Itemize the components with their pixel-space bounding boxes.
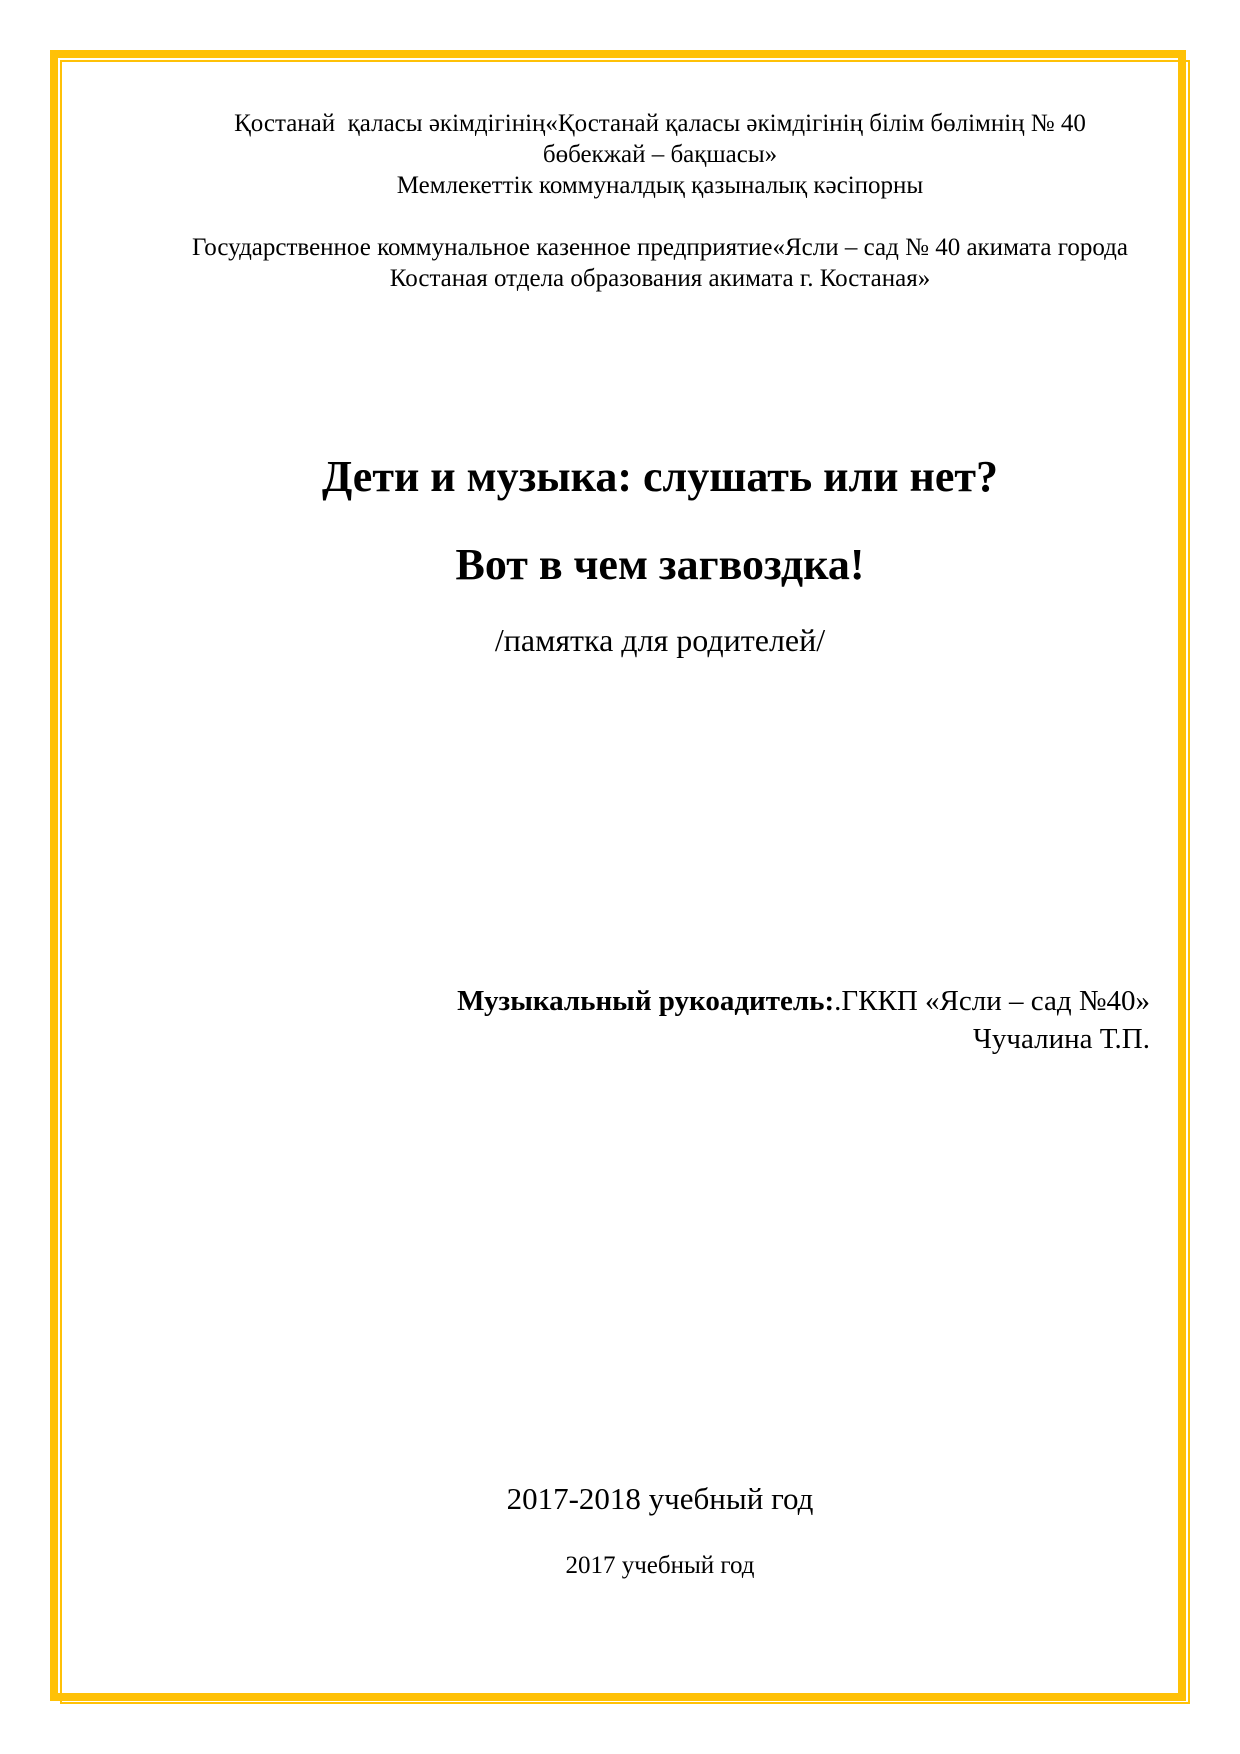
author-role-line xyxy=(160,982,1150,1020)
document-title-line-2: Вот в чем загвоздка! xyxy=(455,540,865,589)
school-year-sub: 2017 учебный год xyxy=(565,1552,755,1579)
org-line-kk-2: бөбекжай – бақшасы» xyxy=(542,141,778,168)
page-border-inner xyxy=(60,60,1190,1704)
org-line-kk-3: Мемлекеттік коммуналдық қазыналық кәсіпорны xyxy=(396,172,924,199)
org-line-ru-2: Костаная отдела образования акимата г. Костаная» xyxy=(389,265,931,292)
header-spacer xyxy=(160,201,1160,232)
author-name: Чучалина Т.П. xyxy=(973,1023,1150,1055)
organization-header xyxy=(160,108,1160,294)
page-border-outer xyxy=(50,50,1186,1701)
author-organization: .ГККП «Ясли – сад №40» xyxy=(834,985,1150,1017)
org-line-ru-1: Государственное коммунальное казенное предприятие«Ясли – сад № 40 акимата города xyxy=(192,234,1128,261)
author-role-label: Музыкальный рукоадитель: xyxy=(457,985,835,1017)
document-title-line-1: Дети и музыка: слушать или нет? xyxy=(322,452,998,501)
document-subtitle: /памятка для родителей/ xyxy=(494,622,826,658)
school-year-main: 2017-2018 учебный год xyxy=(506,1481,814,1516)
org-line-kk-1: Қостанай қаласы әкімдігінің«Қостанай қаласы әкімдігінің білім бөлімнің № 40 xyxy=(234,110,1086,137)
author-block xyxy=(160,982,1150,1058)
